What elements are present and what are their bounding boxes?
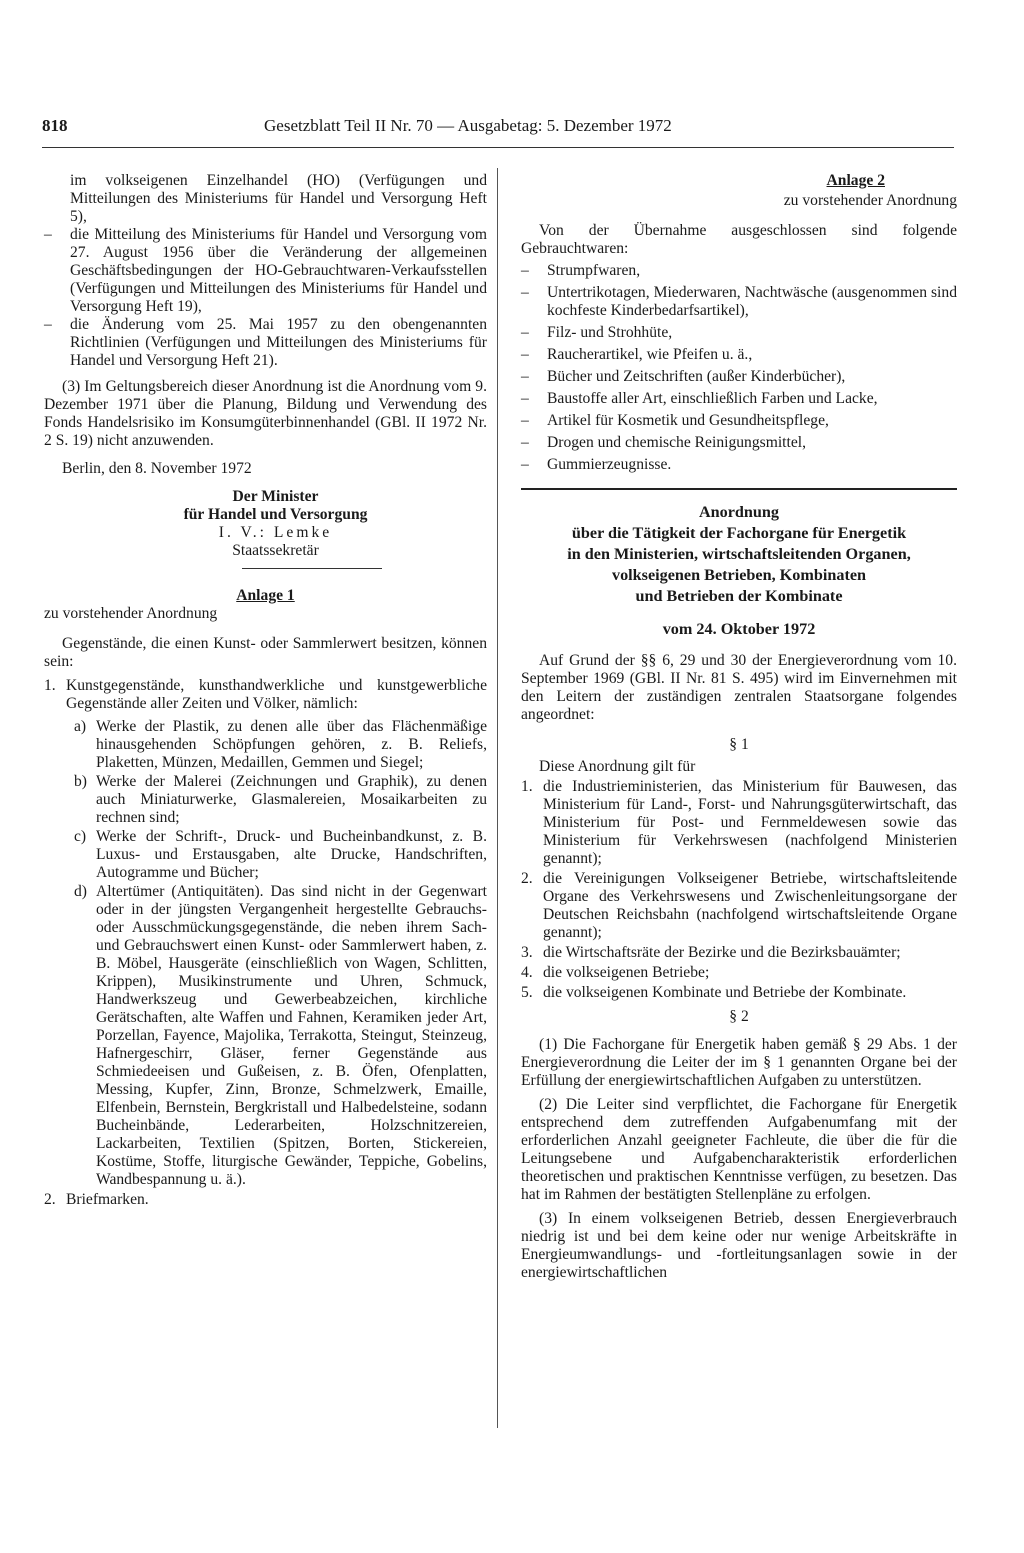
header-rule bbox=[42, 147, 954, 148]
list-item bbox=[521, 778, 957, 868]
ordinance-title-line: über die Tätigkeit der Fachorgane für Energetik bbox=[571, 524, 907, 542]
annex-title: Anlage 1 bbox=[236, 587, 295, 604]
item-text: die Industrieministerien, das Ministerium für Bauwesen, das Ministerium für Land-, Forst- und Nahrungsgüterwirtschaft, das Ministerium für Post- und Fernmeldewesen sowie das Ministerium für Verkehrswesen (nachfolgend Ministerien genannt); bbox=[543, 778, 957, 867]
item-text: die Vereinigungen Volkseigener Betriebe, wirtschaftsleitende Organe des Verkehrswesens und Zwischenleitungsorgane der Deutschen Reichsbahn (nachfolgend wirtschaftsleitende Organe genannt); bbox=[543, 870, 957, 941]
paragraph: (3) In einem volkseigenen Betrieb, dessen Energieverbrauch niedrig ist und bei dem keine oder nur wenige Arbeitskräfte in Energieumwandlungs- und -fortleitungsanlagen sowie in der energiewirtschaftlichen bbox=[521, 1210, 957, 1281]
item-number: 2. bbox=[44, 1191, 56, 1208]
paragraph: (1) Die Fachorgane für Energetik haben gemäß § 29 Abs. 1 der Energieverordnung die Leiter der im § 1 genannten Organe bei der Erfüllung der energiewirtschaftlichen Aufgaben zu unterstützen. bbox=[521, 1036, 957, 1089]
item-number: 4. bbox=[521, 964, 533, 981]
list-item bbox=[44, 718, 487, 772]
list-item bbox=[44, 1191, 487, 1209]
item-number: c) bbox=[74, 828, 87, 845]
list-item: – Filz- und Strohhüte, bbox=[521, 324, 957, 342]
page-number: 818 bbox=[42, 116, 68, 135]
item-text: die Wirtschaftsräte der Bezirke und die Bezirksbauämter; bbox=[543, 944, 901, 961]
section-list bbox=[521, 778, 957, 1002]
left-column bbox=[44, 172, 487, 1209]
list-item bbox=[521, 964, 957, 982]
list-item bbox=[44, 828, 487, 882]
ordinance-title-line: und Betrieben der Kombinate bbox=[635, 587, 843, 605]
list-item: – Baustoffe aller Art, einschließlich Farben und Lacke, bbox=[521, 390, 957, 408]
list-item: – die Mitteilung des Ministeriums für Handel und Versorgung vom 27. August 1956 über die Veränderung der allgemeinen Geschäftsbedingungen der HO-Gebrauchtwaren-Verkaufsstellen (Verfügungen und Mitteilungen des Ministeriums für Handel und Versorgung Heft 19), bbox=[44, 226, 487, 316]
list-item bbox=[44, 773, 487, 827]
list-item: – Raucherartikel, wie Pfeifen u. ä., bbox=[521, 346, 957, 364]
ordinance-title-line: in den Ministerien, wirtschaftsleitenden Organen, bbox=[567, 545, 911, 563]
section-heading: § 2 bbox=[729, 1008, 749, 1025]
item-number: b) bbox=[74, 773, 87, 790]
signature-role: Staatssekretär bbox=[232, 542, 319, 559]
item-text: Briefmarken. bbox=[66, 1191, 149, 1208]
annex-subtitle: zu vorstehender Anordnung bbox=[44, 605, 218, 622]
list-item bbox=[44, 677, 487, 713]
paragraph: Diese Anordnung gilt für bbox=[539, 758, 696, 775]
ordinance-title: Anordnung bbox=[698, 503, 780, 521]
annex-subtitle: zu vorstehender Anordnung bbox=[783, 192, 957, 209]
ordinance-title-line: volkseigenen Betrieben, Kombinaten bbox=[611, 566, 867, 584]
paragraph: (3) Im Geltungsbereich dieser Anordnung ist die Anordnung vom 9. Dezember 1971 über die Planung, Bildung und Verwendung des Fonds Handelsrisiko im Konsumgüterbinnenhandel (GBl. II 1972 Nr. 2 S. 19) nicht anzuwenden. bbox=[44, 378, 487, 449]
list-item: – Bücher und Zeitschriften (außer Kinderbücher), bbox=[521, 368, 957, 386]
page-header bbox=[42, 117, 954, 141]
list-item: – Strumpfwaren, bbox=[521, 262, 957, 280]
place-date: Berlin, den 8. November 1972 bbox=[62, 460, 252, 477]
signature-name: I. V.: Lemke bbox=[218, 524, 333, 541]
list-item bbox=[44, 883, 487, 1189]
item-number: 3. bbox=[521, 944, 533, 961]
ordinance-date: vom 24. Oktober 1972 bbox=[662, 620, 816, 638]
signature-title: für Handel und Versorgung bbox=[183, 506, 368, 523]
list-item bbox=[521, 944, 957, 962]
list-item: – Gummierzeugnisse. bbox=[521, 456, 957, 474]
item-number: d) bbox=[74, 883, 87, 900]
item-number: 5. bbox=[521, 984, 533, 1001]
column-divider bbox=[497, 168, 498, 1428]
list-item: – Untertrikotagen, Miederwaren, Nachtwäsche (ausgenommen sind kochfeste Kinderbedarfsartikel), bbox=[521, 284, 957, 320]
item-number: 2. bbox=[521, 870, 533, 887]
signature-title: Der Minister bbox=[232, 488, 319, 505]
excluded-list bbox=[521, 262, 957, 474]
ordinance-heading bbox=[521, 502, 957, 640]
item-text: Werke der Malerei (Zeichnungen und Graphik), zu denen auch Miniaturwerke, Glasmalereien, Mosaikarbeiten zu rechnen sind; bbox=[96, 773, 487, 826]
list-item: – die Änderung vom 25. Mai 1957 zu den obengenannten Richtlinien (Verfügungen und Mitteilungen des Ministeriums für Handel und Versorgung Heft 21). bbox=[44, 316, 487, 370]
item-number: 1. bbox=[521, 778, 533, 795]
right-column bbox=[521, 172, 957, 1282]
paragraph: Von der Übernahme ausgeschlossen sind folgende Gebrauchtwaren: bbox=[521, 222, 957, 257]
item-number: a) bbox=[74, 718, 87, 735]
item-text: Werke der Plastik, zu denen alle über das Flächenmäßige hinausgehenden Schöpfungen gehören, z. B. Reliefs, Plaketten, Münzen, Medaillen, Gemmen und Siegel; bbox=[96, 718, 487, 771]
item-text: Altertümer (Antiquitäten). Das sind nicht in der Gegenwart oder in der jüngsten Vergangenheit hergestellte Gebrauchs- oder Ausschmückungsgegenstände, die neben ihrem Sach- und Gebrauchswert einen Kunst- oder Sammlerwert haben, z. B. Möbel, Hausgeräte (einschließlich von Wagen, Schlitten, Krippen), Musikinstrumente und Uhren, Schmuck, Handwerkszeug und Gewerbeabzeichen, kirchliche Gerätschaften, alte Waffen und Fahnen, Keramiken jeder Art, Porzellan, Fayence, Majolika, Terrakotta, Steingut, Steinzeug, Hafnergeschirr, Gläser, ferner Gegenstände aus Schmiedeeisen und Gußeisen, z. B. Öfen, Ofenplatten, Messing, Kupfer, Zinn, Bronze, Schmelzwerk, Emaille, Elfenbein, Bernstein, Bergkristall und Halbedelsteine, sodann Bucheinbände, Lederarbeiten, Holzschnitzereien, Lackarbeiten, Textilien (Spitzen, Borten, Stickereien, Kostüme, Stoffe, liturgische Gewänder, Teppiche, Gobelins, Wandbespannung u. ä.). bbox=[96, 883, 487, 1188]
item-text: die volkseigenen Kombinate und Betriebe der Kombinate. bbox=[543, 984, 907, 1001]
item-text: Kunstgegenstände, kunsthandwerkliche und kunstgewerbliche Gegenstände aller Zeiten und Völker, nämlich: bbox=[66, 677, 487, 712]
running-title: Gesetzblatt Teil II Nr. 70 — Ausgabetag: 5. Dezember 1972 bbox=[264, 116, 672, 135]
list-item: – Drogen und chemische Reinigungsmittel, bbox=[521, 434, 957, 452]
list-item: im volkseigenen Einzelhandel (HO) (Verfügungen und Mitteilungen des Ministeriums für Handel und Versorgung Heft 5), bbox=[70, 172, 487, 225]
paragraph: Gegenstände, die einen Kunst- oder Sammlerwert besitzen, können sein: bbox=[44, 635, 487, 670]
list-item bbox=[521, 870, 957, 942]
item-text: die volkseigenen Betriebe; bbox=[543, 964, 710, 981]
annex-title: Anlage 2 bbox=[826, 172, 885, 189]
item-number: 1. bbox=[44, 677, 56, 694]
paragraph: (2) Die Leiter sind verpflichtet, die Fachorgane für Energetik entsprechend dem zutreffenden Aufgabenumfang mit der erforderlichen Anzahl geeigneter Fachleute, die über die für die Leitungsebene und Aufgabencharakteristik erforderlichen theoretischen und praktischen Kenntnisse verfügen, zu besetzen. Das hat im Rahmen der bestätigten Stellenpläne zu erfolgen. bbox=[521, 1096, 957, 1203]
section-rule bbox=[521, 488, 957, 490]
list-item: – Artikel für Kosmetik und Gesundheitspflege, bbox=[521, 412, 957, 430]
section-rule bbox=[242, 568, 382, 569]
item-text: Werke der Schrift-, Druck- und Bucheinbandkunst, z. B. Luxus- und Erstausgaben, alte Drucke, Handschriften, Autogramme und Bücher; bbox=[96, 828, 487, 881]
list-item bbox=[521, 984, 957, 1002]
preamble: Auf Grund der §§ 6, 29 und 30 der Energieverordnung vom 10. September 1969 (GBl. II Nr. 81 S. 495) wird im Einvernehmen mit den Leitern der zuständigen zentralen Staatsorgane folgendes angeordnet: bbox=[521, 652, 957, 723]
section-heading: § 1 bbox=[729, 736, 749, 753]
